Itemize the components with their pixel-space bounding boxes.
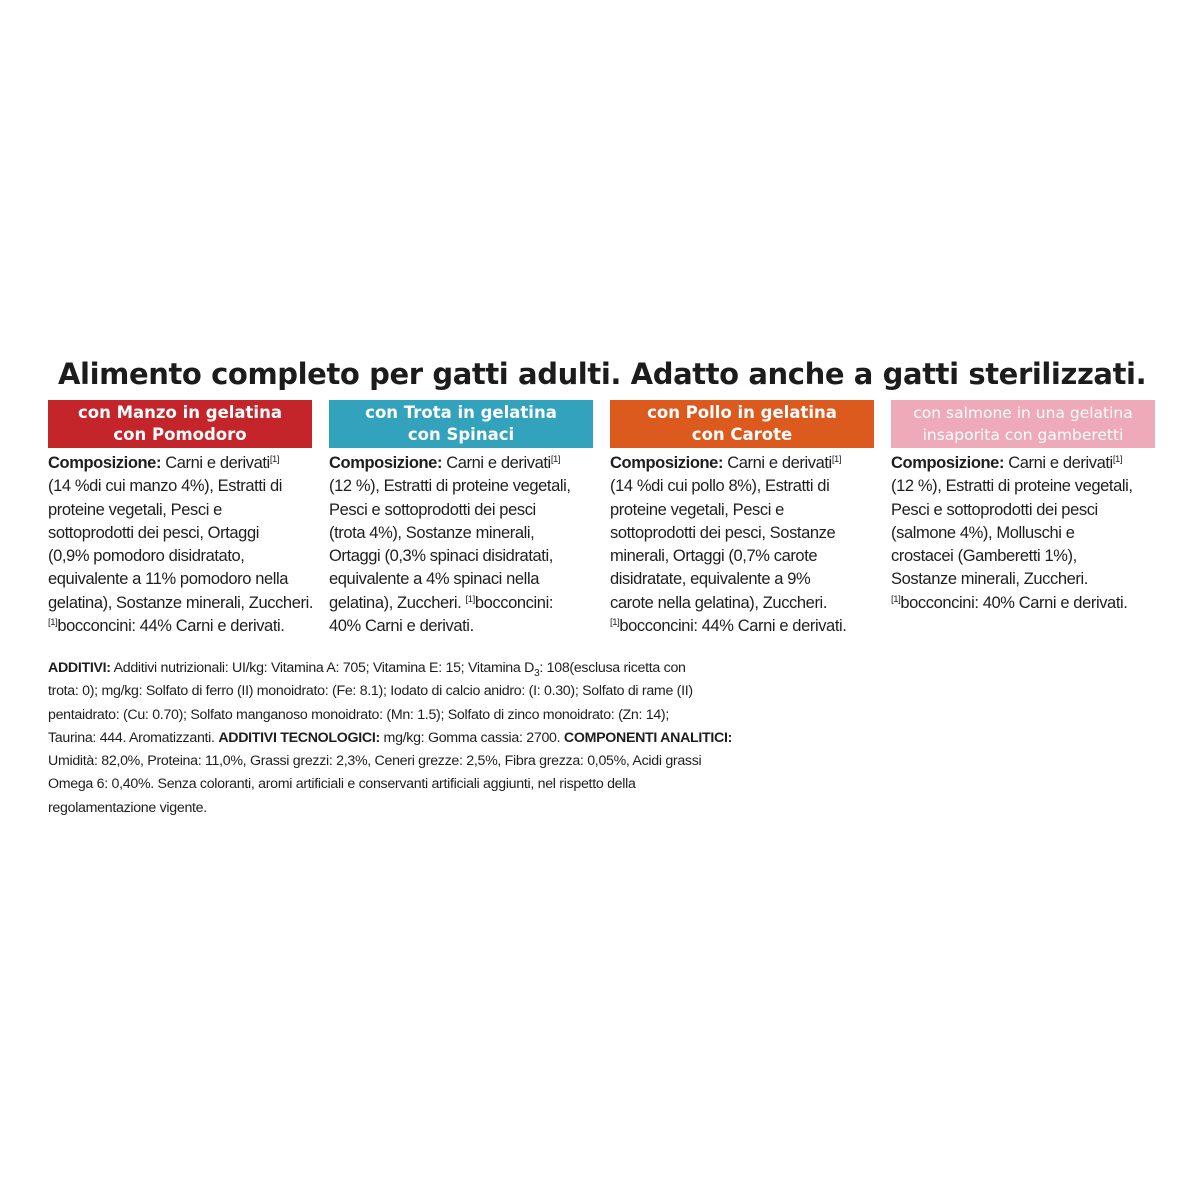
additives-label: ADDITIVI: — [48, 660, 111, 676]
variant-title-line: con Pollo in gelatina — [647, 403, 837, 422]
analytic-components-label: COMPONENTI ANALITICI: — [563, 729, 733, 746]
composition-label: Composizione: — [610, 454, 724, 472]
footnote-mark: [1] — [610, 617, 620, 629]
additives-section: ADDITIVI: Additivi nutrizionali: UI/kg: Vitamina A: 705; Vitamina E: 15; Vitamina $D_3$: 108(esclusa ricetta con trota: 0); mg/kg: Solfato di ferro (II) monoidrato: (Fe: 8.1); Iodato di calcio anidro: (I: 0.30); Solfato di rame (II) pentaidrato: (Cu: 0.70); Solfato manganoso monoidrato: (Mn: 1.5); Solfato di zinco monoidrato: (Zn: 14); Taurina: 444. Aromatizzanti. ADDITIVI TECNOLOGICI: mg/kg: Gomma cassia: 2700. COMPONENTI ANALITICI: Umidità: 82,0%, Proteina: 11,0%, Grassi grezzi: 2,3%, Ceneri grezze: 2,5%, Fibra grezza: 0,05%, Acidi grassi Omega 6: 0,40%. Senza coloranti, aromi artificiali e conservanti artificiali aggiunti, nel rispetto della regolamentazione vigente. — [48, 660, 733, 816]
footnote-mark: [1] — [48, 617, 58, 629]
composition-label: Composizione: — [48, 454, 162, 472]
variant-manzo — [48, 400, 312, 638]
variant-title-line: insaporita con gamberetti — [922, 426, 1124, 444]
variant-banner — [329, 400, 593, 448]
variant-title-line: con salmone in una gelatina — [913, 404, 1133, 422]
variant-banner — [891, 400, 1155, 448]
footnote-mark: [1] — [269, 454, 280, 465]
variant-title-line: con Manzo in gelatina — [78, 403, 282, 422]
footnote-mark: [1] — [550, 454, 561, 465]
footnote-mark: [1] — [891, 593, 901, 605]
variant-banner — [610, 400, 874, 448]
footnote-mark: [1] — [1112, 454, 1123, 465]
composition-text: Composizione: Carni e derivati[1] (14 %di cui manzo 4%), Estratti di proteine vegetali, Pesci e sottoprodotti dei pesci, Ortaggi (0,9% pomodoro disidratato, equivalente a 11% pomodoro nella gelatina), Sostanze minerali, Zuccheri. [1]bocconcini: 44% Carni e derivati. — [48, 454, 314, 636]
variant-trota — [329, 400, 593, 638]
composition-text: Composizione: Carni e derivati[1] (12 %), Estratti di proteine vegetali, Pesci e sottoprodotti dei pesci (salmone 4%), Molluschi e crostacei (Gamberetti 1%), Sostanze minerali, Zuccheri. [1]bocconcini: 40% Carni e derivati. — [891, 454, 1133, 612]
composition-label: Composizione: — [891, 454, 1005, 472]
composition-text: Composizione: Carni e derivati[1] (12 %), Estratti di proteine vegetali, Pesci e sottoprodotti dei pesci (trota 4%), Sostanze minerali, Ortaggi (0,3% spinaci disidratati, equivalente a 4% spinaci nella gelatina), Zuccheri. [1]bocconcini: 40% Carni e derivati. — [329, 454, 571, 636]
page-title: Alimento completo per gatti adulti. Adatto anche a gatti sterilizzati. — [58, 357, 1147, 391]
variant-salmone — [891, 400, 1155, 615]
footnote-mark: [1] — [465, 593, 475, 605]
footnote-mark: [1] — [831, 454, 842, 465]
variant-banner — [48, 400, 312, 448]
composition-text: Composizione: Carni e derivati[1] (14 %di cui pollo 8%), Estratti di proteine vegetali, Pesci e sottoprodotti dei pesci, Sostanze minerali, Ortaggi (0,7% carote disidratate, equivalente a 9% carote nella gelatina), Zuccheri. [1]bocconcini: 44% Carni e derivati. — [610, 454, 847, 636]
variant-title-line: con Pomodoro — [113, 425, 247, 444]
variant-title-line: con Spinaci — [407, 425, 515, 444]
variant-title-line: con Carote — [691, 425, 793, 444]
composition-label: Composizione: — [329, 454, 443, 472]
technological-additives-label: ADDITIVI TECNOLOGICI: — [218, 729, 380, 746]
variant-pollo — [610, 400, 874, 638]
variant-title-line: con Trota in gelatina — [365, 403, 557, 422]
